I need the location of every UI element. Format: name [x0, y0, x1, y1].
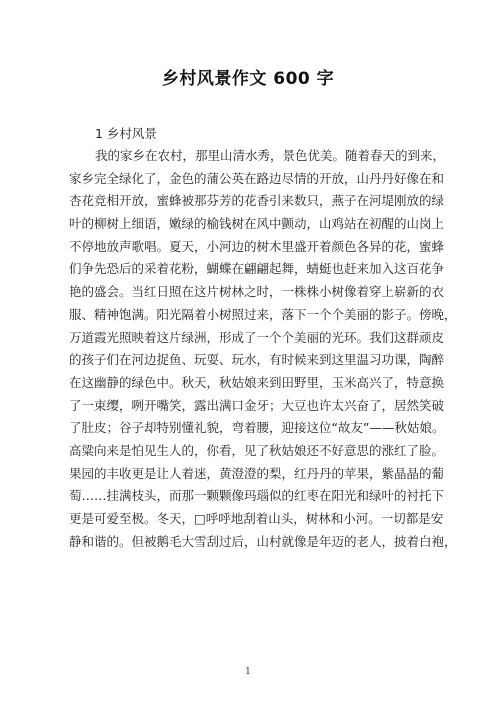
page-number: 1: [245, 667, 251, 677]
text-line: 万道霞光照映着这片绿洲，形成了一个个美丽的光环。我们这群顽皮: [69, 329, 445, 345]
text-line: 的孩子们在河边捉鱼、玩耍、玩水，有时候来到这里温习功课，陶醉: [69, 352, 445, 368]
text-line: 静和谐的。但被鹅毛大雪刮过后，山村就像是年迈的老人，披着白袍，: [69, 533, 457, 549]
text-line: 果园的丰收更是让人着迷，黄澄澄的梨，红丹丹的苹果，紫晶晶的葡: [69, 465, 445, 481]
section-heading: 1 乡村风景: [95, 126, 157, 141]
text-line: 艳的盛会。当红日照在这片树林之时，一株株小树像着穿上崭新的衣: [69, 284, 445, 300]
text-line: 杏花竞相开放，蜜蜂被那芬芳的花香引来数只，燕子在河堤刚放的绿: [69, 193, 445, 209]
text-line: 了一束缨，咧开嘴笑，露出满口金牙；大豆也许太兴奋了，居然笑破: [69, 397, 445, 413]
text-line: 们争先恐后的采着花粉，蝴蝶在翩翩起舞，蜻蜓也赶来加入这百花争: [69, 261, 445, 277]
text-line: 家乡完全绿化了，金色的蒲公英在路边尽情的开放，山丹丹好像在和: [69, 170, 445, 186]
body-paragraph: [69, 145, 457, 553]
text-line: 在这幽静的绿色中。秋天，秋姑娘来到田野里，玉米高兴了，特意换: [69, 374, 445, 390]
text-line: 叶的柳树上细语，嫩绿的榆钱树在风中颤动，山鸡站在初醒的山岗上: [69, 216, 445, 232]
text-line: 更是可爱至极。冬天，□呼呼地刮着山头，树林和小河。一切都是安: [69, 511, 444, 526]
text-line: 服、精神饱满。阳光隔着小树照过来，落下一个个美丽的影子。傍晚，: [69, 306, 457, 322]
text-line: 萄……挂满枝头，而那一颗颗像玛瑙似的红枣在阳光和绿叶的衬托下: [69, 488, 445, 504]
document-title: 乡村风景作文 600 字: [161, 69, 335, 89]
text-line: 不停地放声歌唱。夏天，小河边的树木里盛开着颜色各异的花，蜜蜂: [69, 238, 445, 254]
text-line: 我的家乡在农村，那里山清水秀，景色优美。随着春天的到来，: [95, 148, 446, 163]
text-line: 高粱向来是怕见生人的，你看，见了秋姑娘还不好意思的涨红了脸。: [69, 442, 445, 458]
text-line: 了肚皮；谷子却特别懂礼貌，弯着腰，迎接这位“故友”——秋姑娘。: [69, 420, 445, 436]
